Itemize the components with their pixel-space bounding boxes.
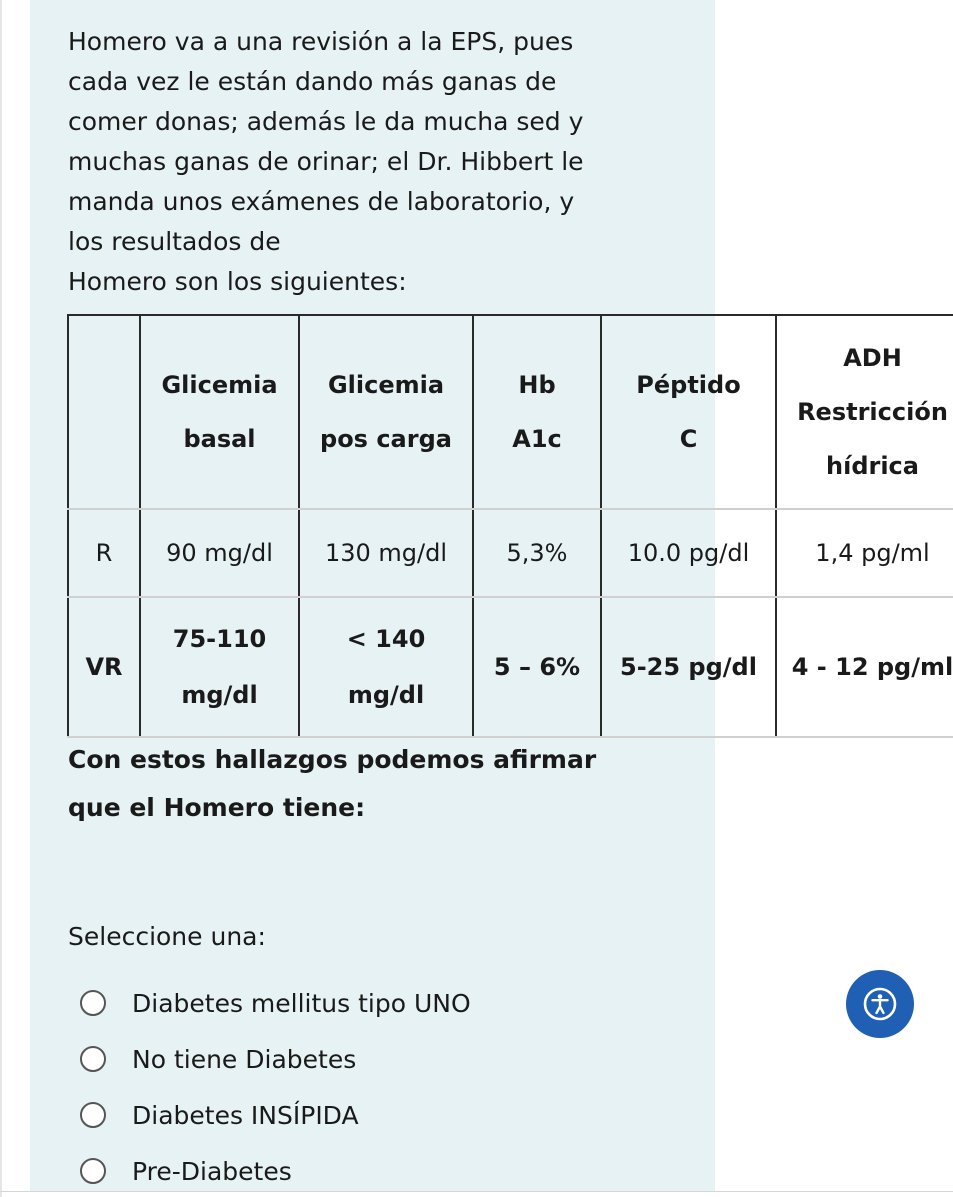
table-header-row — [68, 315, 953, 509]
radio-button[interactable] — [80, 1046, 106, 1072]
radio-button[interactable] — [80, 1158, 106, 1184]
accessibility-icon — [862, 986, 898, 1022]
table-cell: 75-110 mg/dl — [140, 597, 299, 737]
question-line: Homero son los siguientes: — [68, 267, 407, 296]
answer-options — [80, 975, 471, 1197]
table-row — [68, 509, 953, 597]
answer-option[interactable] — [80, 1031, 471, 1087]
table-row — [68, 597, 953, 737]
question-line: muchas ganas de orinar; el Dr. Hibbert le — [68, 147, 584, 176]
accessibility-button[interactable] — [846, 970, 914, 1038]
radio-button[interactable] — [80, 1102, 106, 1128]
table-cell: 5 – 6% — [473, 597, 601, 737]
table-cell: 5,3% — [473, 509, 601, 597]
answer-option[interactable] — [80, 1087, 471, 1143]
question-line: comer donas; además le da mucha sed y — [68, 107, 584, 136]
row-label: R — [68, 509, 140, 597]
left-border — [0, 0, 2, 1197]
table-header-cell: Glicemia basal — [140, 315, 299, 509]
conclusion-text — [68, 736, 708, 832]
answer-option[interactable] — [80, 975, 471, 1031]
question-text — [68, 22, 668, 302]
table-cell: 90 mg/dl — [140, 509, 299, 597]
table-cell: < 140 mg/dl — [299, 597, 473, 737]
conclusion-line: que el Homero tiene: — [68, 793, 366, 822]
conclusion-line: Con estos hallazgos podemos afirmar — [68, 745, 597, 774]
radio-button[interactable] — [80, 990, 106, 1016]
answer-option-label: Diabetes mellitus tipo UNO — [132, 988, 471, 1018]
answer-option-label: Pre-Diabetes — [132, 1156, 292, 1186]
table-header-cell: Péptido C — [601, 315, 776, 509]
table-header-empty — [68, 315, 140, 509]
table-cell: 4 - 12 pg/ml — [776, 597, 953, 737]
table-cell: 1,4 pg/ml — [776, 509, 953, 597]
question-line: manda unos exámenes de laboratorio, y — [68, 187, 575, 216]
table-cell: 5-25 pg/dl — [601, 597, 776, 737]
table-header-cell: Hb A1c — [473, 315, 601, 509]
question-line: los resultados de — [68, 227, 281, 256]
answer-option-label: Diabetes INSÍPIDA — [132, 1100, 359, 1130]
table-cell: 130 mg/dl — [299, 509, 473, 597]
row-label: VR — [68, 597, 140, 737]
lab-results-table — [67, 314, 953, 738]
answer-option[interactable] — [80, 1143, 471, 1197]
answer-option-label: No tiene Diabetes — [132, 1044, 357, 1074]
table-header-cell: Glicemia pos carga — [299, 315, 473, 509]
table-header-cell: ADH Restricción hídrica — [776, 315, 953, 509]
question-line: Homero va a una revisión a la EPS, pues — [68, 27, 574, 56]
question-line: cada vez le están dando más ganas de — [68, 67, 557, 96]
table-cell: 10.0 pg/dl — [601, 509, 776, 597]
select-one-label: Seleccione una: — [68, 922, 266, 951]
